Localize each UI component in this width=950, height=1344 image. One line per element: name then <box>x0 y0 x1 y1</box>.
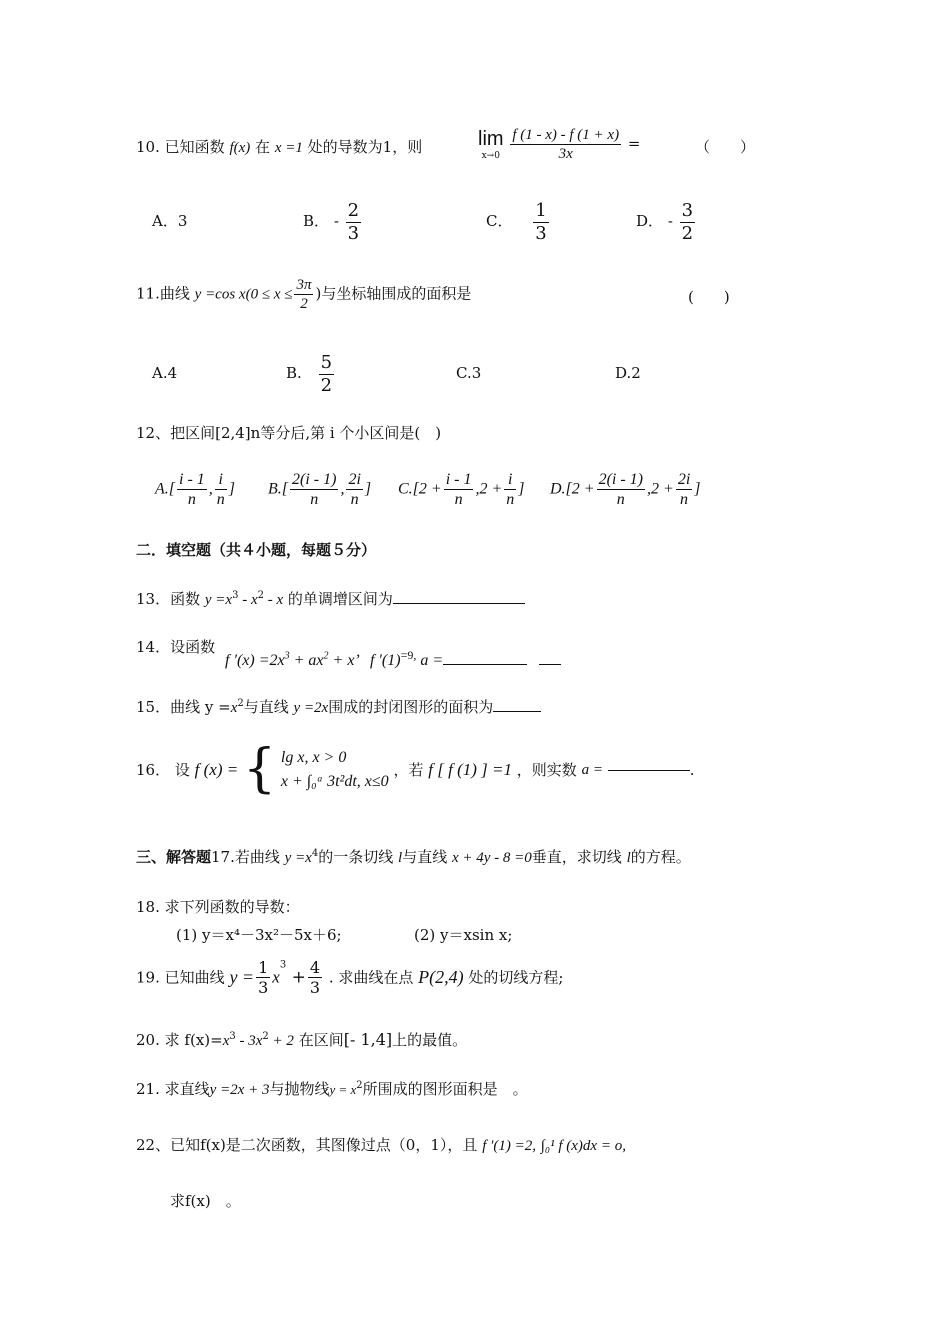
q18-stem: 18. 求下列函数的导数： <box>136 898 300 916</box>
q10-fraction: $\frac{f (1 - x) - f (1 + x)}{3x}$ <box>512 127 620 162</box>
q12-stem: 12、把区间[2,4]n等分后,第 i 个小区间是( ) <box>136 424 442 442</box>
section-3-heading: 三、解答题 <box>136 848 212 866</box>
q11-stem: 11.曲线 y =cos x(0 ≤ x ≤ $\frac{3\pi}{2}$ )与坐标轴围成的面积是 <box>136 277 472 312</box>
q16-piecewise: lg x, x > 0 x + ∫₀ᵃ 3t²dt, x≤0 <box>280 749 389 790</box>
q21: 21. 求直线y =2x + 3与抛物线$y = x^2$所围成的图形面积是 。 <box>136 1080 528 1098</box>
q11-option-a: A.4 <box>152 364 178 382</box>
q11-option-d: D.2 <box>615 364 641 382</box>
q10-stem: 10. 已知函数 f(x) 在 x =1 处的导数为1，则 <box>136 138 423 156</box>
q17: 三、解答题17.若曲线 $y =x^4$的一条切线 l与直线 x + 4y - 8 =0垂直，求切线 l的方程。 <box>136 848 691 866</box>
q16: 16． 设 f (x) = { lg x, x > 0 x + ∫₀ᵃ 3t²dt, x≤0 ，若 f [ f (1) ] =1 ，则实数 a = . <box>136 739 695 800</box>
q22-ask: 求f(x) 。 <box>170 1192 241 1210</box>
q18-part-2: (2) y＝xsin x; <box>414 926 513 944</box>
q13-answer-blank[interactable] <box>393 603 525 604</box>
q12-option-d: D.[2 + $\frac{2(i - 1)}{n}$ ,2 + $\frac{2i}{n}$ ] <box>550 471 701 509</box>
q13: 13．函数 $y =x^3 - x^2 - x$ 的单调增区间为 <box>136 590 525 609</box>
q14-label: 14．设函数 <box>136 638 216 656</box>
q22: 22、已知f(x)是二次函数，其图像过点（0，1），且 f ′(1) =2, ∫₀¹ f (x)dx = o, <box>136 1136 626 1154</box>
q11-option-b: B. $\frac{5}{2}$ <box>286 352 333 396</box>
q10-option-b: B． - $\frac{2}{3}$ <box>303 200 360 244</box>
q10-option-a: A．3 <box>152 212 188 230</box>
q12-option-a: A.[ $\frac{i - 1}{n}$ , $\frac{i}{n}$ ] <box>155 471 236 509</box>
q20: 20. 求 $f(x)=x^3 - 3x^2 + 2$ 在区间[- 1,4]上的最值。 <box>136 1030 468 1049</box>
q16-answer-blank[interactable] <box>608 770 690 771</box>
q10-option-d: D． - $\frac{3}{2}$ <box>636 200 694 244</box>
q11-option-c: C.3 <box>456 364 482 382</box>
q10-option-c: C． $\frac{1}{3}$ <box>486 200 547 244</box>
q15: 15．曲线 $y =x^2$与直线 y =2x围成的封闭图形的面积为 <box>136 698 541 717</box>
q14-expr: f $'(x) =2x^3 + ax^2 + x$’ f $'(1)^{=9,}$ a = <box>225 648 561 670</box>
q11-answer-paren: ( ) <box>688 288 730 306</box>
q18-part-1: (1) y＝x⁴－3x²－5x＋6; <box>176 926 342 944</box>
q14-answer-blank[interactable] <box>443 664 527 665</box>
section-2-heading: 二．填空题（共４小题，每题５分） <box>136 541 377 559</box>
q10-limit: lim x→0 $\frac{f (1 - x) - f (1 + x)}{3x}$ = <box>478 127 641 162</box>
q15-answer-blank[interactable] <box>493 711 541 712</box>
q10-number: 10. <box>136 138 160 156</box>
q12-option-b: B.[ $\frac{2(i - 1)}{n}$ , $\frac{2i}{n}$ ] <box>268 471 372 509</box>
q19: 19. 已知曲线 y = $\frac{1}{3}$ $x^3$ + $\frac{4}{3}$ . 求曲线在点 P(2,4) 处的切线方程; <box>136 958 564 998</box>
q10-answer-paren: （ ） <box>695 138 756 156</box>
q12-option-c: C.[2 + $\frac{i - 1}{n}$ ,2 + $\frac{i}{n}$ ] <box>398 471 525 509</box>
